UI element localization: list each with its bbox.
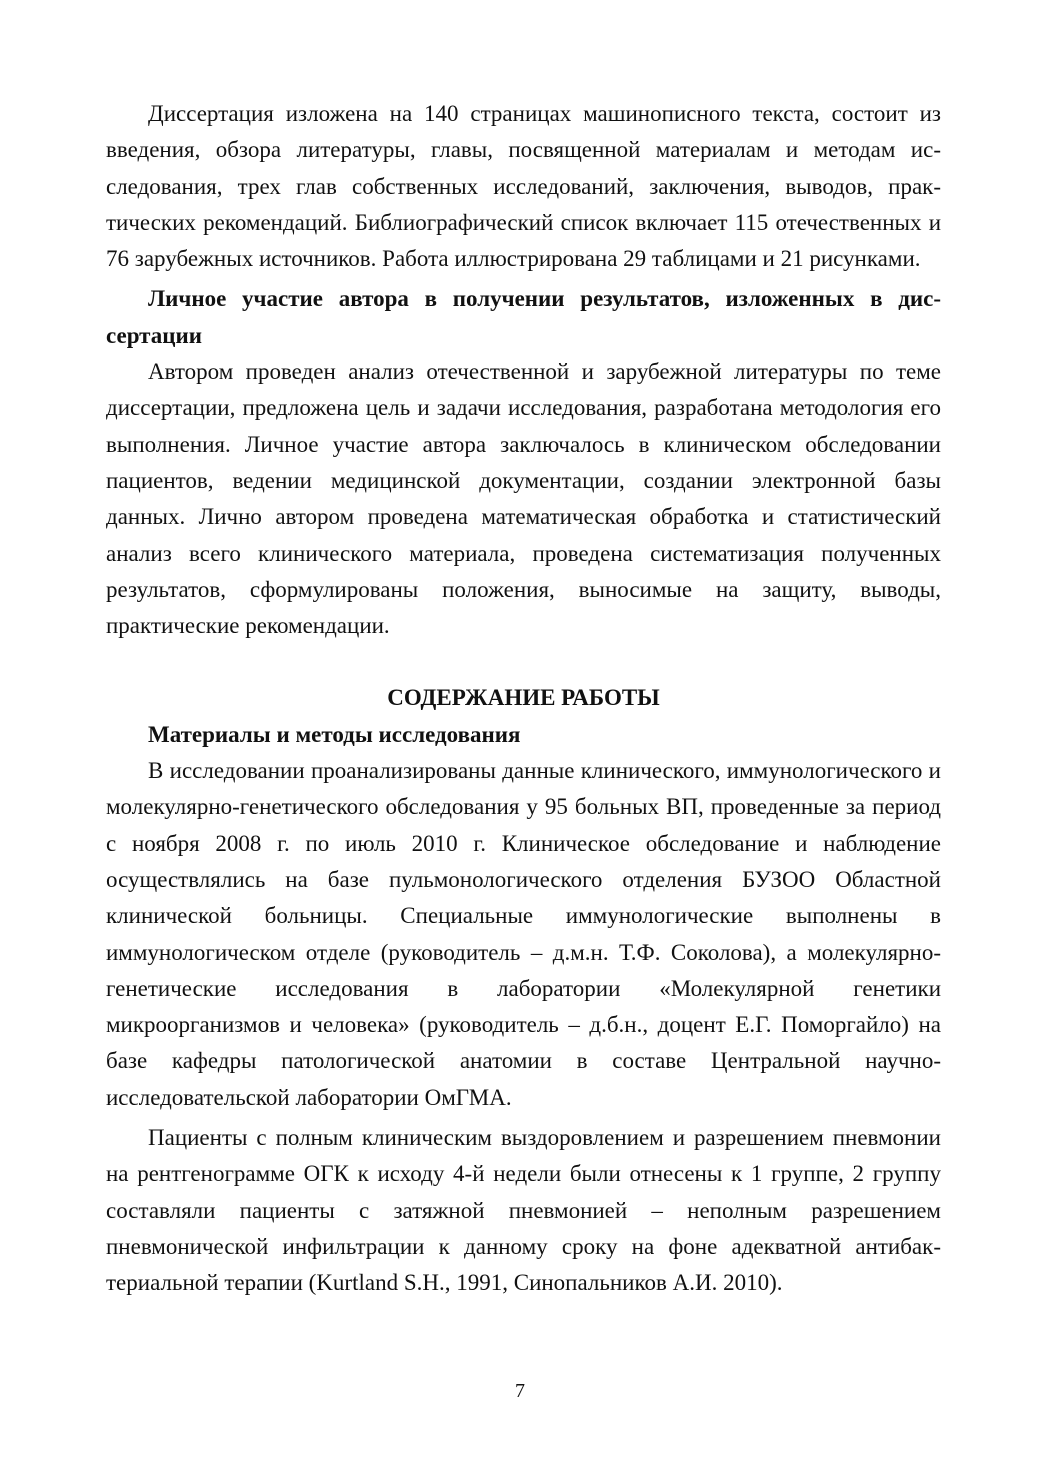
subsection-title: Материалы и методы исследования [148, 721, 521, 747]
paragraph-author-contribution: Автором проведен анализ отечественной и зарубежной литературы по теме диссертации, предложена цель и задачи исследования, разработана методология его выполнения. Личное участие автора заключалось в клиническом обследовании пациентов, ведении медицинской документации, создании электронной базы данных. Лично автором проведена математическая обработка и статистический анализ всего клинического материала, проведена систематизация полученных результатов, сформулированы положения, выносимые на защиту, выводы, практические рекомендации. [106, 359, 941, 639]
paragraph-methods: В исследовании проанализированы данные клинического, иммунологического и молекулярно-генетического обследования у 95 больных ВП, проведенные за период с ноября 2008 г. по июль 2010 г. Клиническое обследование и наблюдение осуществлялись на базе пульмонологического отделения БУЗОО Областной клинической больницы. Специальные иммунологические выполнены в иммунологическом отделе (руководитель – д.м.н. Т.Ф. Соколова), а молекулярно-генетические исследования в лаборатории «Молекулярной генетики микроорганизмов и человека» (руководитель – д.б.н., доцент Е.Г. Поморгайло) на базе кафедры патологической анатомии в составе Центральной научно-исследовательской лаборатории ОмГМА. [106, 758, 941, 1110]
section-spacer [106, 644, 941, 680]
paragraph-dissertation-structure: Диссертация изложена на 140 страницах машинописного текста, состоит из введения, обзора литературы, главы, посвященной материалам и методам исследования, трех глав собственных исследований, заключения, выводов, практических рекомендаций. Библиографический список включает 115 отечественных и 76 зарубежных источников. Работа иллюстрирована 29 таблицами и 21 рисунками. [106, 101, 941, 272]
section-title: СОДЕРЖАНИЕ РАБОТЫ [387, 685, 660, 711]
paragraph-patient-groups: Пациенты с полным клиническим выздоровлением и разрешением пневмонии на рентгенограмме ОГК к исходу 4-й недели были отнесены к 1 группе, 2 группу составляли пациенты с затяжной пневмонией – неполным разрешением пневмонической инфильтрации к данному сроку на фоне адекватной антибактериальной терапии (Kurtland S.H., 1991, Синопальников А.И. 2010). [106, 1125, 941, 1296]
page-number: 7 [515, 1380, 525, 1402]
heading-author-contribution: Личное участие автора в получении результатов, изложенных в диссертации [106, 286, 941, 348]
document-page [106, 96, 941, 1302]
